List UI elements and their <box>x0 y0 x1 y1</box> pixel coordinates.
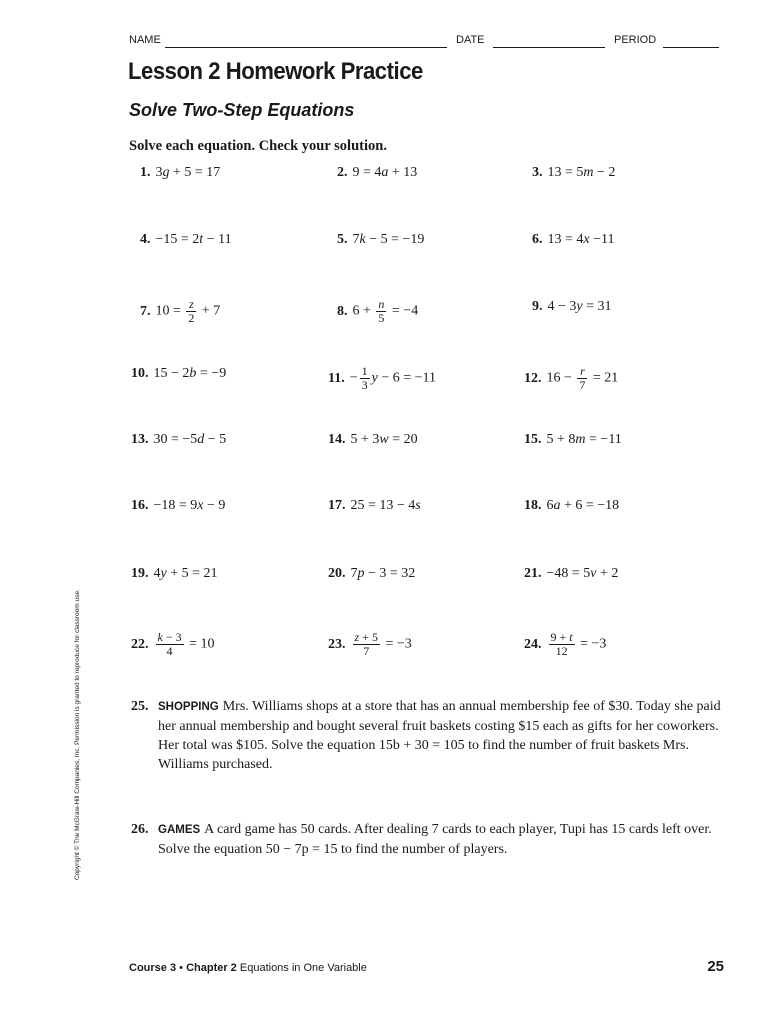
page-number: 25 <box>707 958 724 975</box>
page-title: Lesson 2 Homework Practice <box>128 58 423 85</box>
problem-4: 4. −15 = 2t − 11 <box>140 232 232 247</box>
problem-13: 13. 30 = −5d − 5 <box>131 432 227 447</box>
problem-20: 20. 7p − 3 = 32 <box>328 566 416 581</box>
copyright-notice: Copyright © The McGraw-Hill Companies, Inc. Permission is granted to reproduce for classroom use. <box>74 589 81 880</box>
problem-1: 1. 3g + 5 = 17 <box>140 165 221 180</box>
problem-16: 16. −18 = 9x − 9 <box>131 498 226 513</box>
problem-18: 18. 6a + 6 = −18 <box>524 498 620 513</box>
problem-11: 11. − $\frac{1}{3}$ y − 6 = −11 <box>328 364 437 392</box>
date-field-line[interactable] <box>493 47 605 48</box>
problem-24: 24. $\frac{9 + t}{12}$ = −3 <box>524 630 607 658</box>
fraction: $\frac{9 + t}{12}$ <box>550 630 573 658</box>
problem-6: 6. 13 = 4x −11 <box>532 232 615 247</box>
problem-15: 15. 5 + 8m = −11 <box>524 432 622 447</box>
instructions: Solve each equation. Check your solution. <box>129 138 387 154</box>
footer-course: Course 3 <box>129 962 177 974</box>
fraction: $\frac{k - 3}{4}$ <box>157 630 182 658</box>
date-label: DATE <box>456 34 485 46</box>
problem-8: 8. 6 + $\frac{n}{5}$ = −4 <box>337 297 419 325</box>
problem-2: 2. 9 = 4a + 13 <box>337 165 418 180</box>
problem-17: 17. 25 = 13 − 4s <box>328 498 421 513</box>
problem-3: 3. 13 = 5m − 2 <box>532 165 616 180</box>
problem-10: 10. 15 − 2b = −9 <box>131 366 227 381</box>
fraction: $\frac{n}{5}$ <box>378 297 385 325</box>
name-label: NAME <box>129 34 161 46</box>
problem-tag: SHOPPING <box>158 701 219 713</box>
page-subtitle: Solve Two-Step Equations <box>129 100 355 120</box>
name-field-line[interactable] <box>165 47 447 48</box>
period-field-line[interactable] <box>663 47 719 48</box>
fraction: $\frac{1}{3}$ <box>361 364 368 392</box>
fraction: $\frac{z + 5}{7}$ <box>354 630 378 658</box>
problem-9: 9. 4 − 3y = 31 <box>532 299 612 314</box>
problem-tag: GAMES <box>158 824 201 836</box>
problem-23: 23. $\frac{z + 5}{7}$ = −3 <box>328 630 412 658</box>
problem-7: 7. 10 = $\frac{z}{2}$ + 7 <box>140 297 221 325</box>
footer-bullet: • <box>179 962 183 974</box>
footer-chapter-title: Equations in One Variable <box>239 962 367 974</box>
word-problem-26: 26. GAMES A card game has 50 cards. After dealing 7 cards to each player, Tupi has 15 cards left over. Solve the equation 50 − 7p = 15 to find the number of players. <box>131 822 712 857</box>
problem-14: 14. 5 + 3w = 20 <box>328 432 418 447</box>
problem-22: 22. $\frac{k - 3}{4}$ = 10 <box>131 630 215 658</box>
problem-19: 19. 4y + 5 = 21 <box>131 566 218 581</box>
word-problem-25: 25. SHOPPING Mrs. Williams shops at a store that has an annual membership fee of $30. Today she paid her annual membership and bought several fruit baskets costing $15 each as gifts for her coworkers. Her total was $105. Solve the equation 15b + 30 = 105 to find the number of fruit baskets Mrs. Williams purchased. <box>131 699 721 772</box>
footer-chapter: Chapter 2 <box>186 962 237 974</box>
header-fields <box>129 34 719 50</box>
footer <box>129 962 367 974</box>
fraction: $\frac{z}{2}$ <box>188 297 195 325</box>
problem-21: 21. −48 = 5v + 2 <box>524 566 619 581</box>
problem-5: 5. 7k − 5 = −19 <box>337 232 425 247</box>
fraction: $\frac{r}{7}$ <box>579 364 586 392</box>
period-label: PERIOD <box>614 34 657 46</box>
problem-12: 12. 16 − $\frac{r}{7}$ = 21 <box>524 364 619 392</box>
